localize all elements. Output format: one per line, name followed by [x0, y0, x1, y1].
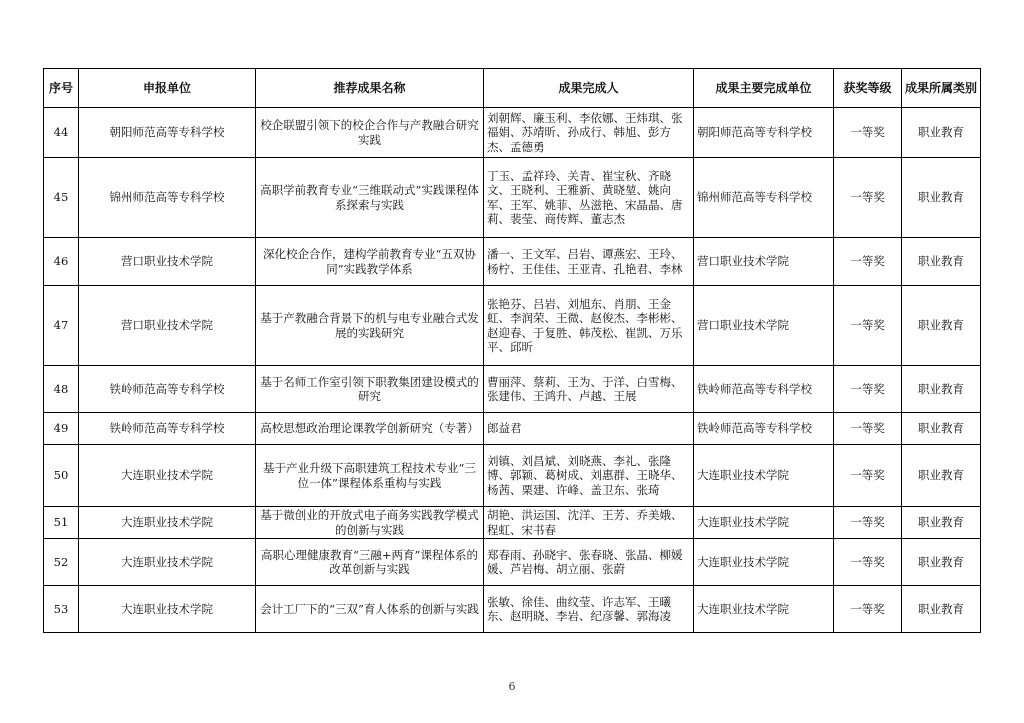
cell-main-unit: 大连职业技术学院 — [694, 445, 834, 507]
cell-main-unit: 大连职业技术学院 — [694, 539, 834, 586]
cell-unit: 营口职业技术学院 — [79, 286, 256, 366]
cell-title: 基于产业升级下高职建筑工程技术专业“三位一体”课程体系重构与实践 — [256, 445, 484, 507]
cell-unit: 大连职业技术学院 — [79, 539, 256, 586]
cell-level: 一等奖 — [834, 238, 902, 286]
cell-category: 职业教育 — [902, 108, 981, 158]
cell-category: 职业教育 — [902, 286, 981, 366]
table-row — [44, 445, 981, 507]
cell-level: 一等奖 — [834, 108, 902, 158]
header-row — [44, 69, 981, 108]
table-row — [44, 507, 981, 539]
cell-level: 一等奖 — [834, 539, 902, 586]
table-row — [44, 158, 981, 238]
cell-category: 职业教育 — [902, 445, 981, 507]
table-row — [44, 108, 981, 158]
cell-people: 张敏、徐佳、曲纹莹、许志军、王曦东、赵明晓、李岩、纪彦馨、郭海凌 — [484, 586, 694, 633]
cell-level: 一等奖 — [834, 286, 902, 366]
cell-people: 曹丽萍、蔡莉、王为、于洋、白雪梅、张建伟、王鸿升、卢越、王展 — [484, 366, 694, 413]
awards-table — [43, 68, 981, 633]
table-row — [44, 586, 981, 633]
cell-level: 一等奖 — [834, 507, 902, 539]
cell-level: 一等奖 — [834, 158, 902, 238]
header-unit: 申报单位 — [79, 69, 256, 108]
cell-level: 一等奖 — [834, 445, 902, 507]
table-row — [44, 413, 981, 445]
cell-main-unit: 大连职业技术学院 — [694, 586, 834, 633]
cell-people: 丁玉、孟祥玲、关青、崔宝秋、齐晓文、王晓利、王雅新、黄晓堃、姚向军、王军、姚菲、丛滋艳、宋晶晶、唐莉、裴莹、商传辉、董志杰 — [484, 158, 694, 238]
cell-number: 45 — [44, 158, 79, 238]
cell-number: 53 — [44, 586, 79, 633]
cell-unit: 大连职业技术学院 — [79, 507, 256, 539]
page-number: 6 — [508, 680, 516, 693]
cell-main-unit: 营口职业技术学院 — [694, 286, 834, 366]
cell-category: 职业教育 — [902, 507, 981, 539]
cell-number: 44 — [44, 108, 79, 158]
cell-unit: 大连职业技术学院 — [79, 445, 256, 507]
header-title: 推荐成果名称 — [256, 69, 484, 108]
cell-people: 胡艳、洪运国、沈洋、王芳、乔美娥、程虹、宋书春 — [484, 507, 694, 539]
header-main-unit: 成果主要完成单位 — [694, 69, 834, 108]
cell-main-unit: 营口职业技术学院 — [694, 238, 834, 286]
cell-number: 50 — [44, 445, 79, 507]
cell-number: 49 — [44, 413, 79, 445]
cell-title: 会计工厂下的“三双”育人体系的创新与实践 — [256, 586, 484, 633]
cell-main-unit: 朝阳师范高等专科学校 — [694, 108, 834, 158]
cell-number: 47 — [44, 286, 79, 366]
cell-people: 刘镇、刘昌斌、刘晓燕、李礼、张隆博、郭颖、葛树成、刘惠群、王晓华、杨茜、栗建、许峰、盖卫东、张琦 — [484, 445, 694, 507]
table-row — [44, 366, 981, 413]
cell-people: 郑春雨、孙晓宇、张春晓、张晶、柳媛媛、芦岩梅、胡立丽、张蔚 — [484, 539, 694, 586]
cell-title: 高职心理健康教育“三融+两育”课程体系的改革创新与实践 — [256, 539, 484, 586]
cell-category: 职业教育 — [902, 366, 981, 413]
header-category: 成果所属类别 — [902, 69, 981, 108]
cell-people: 刘朝辉、廉玉利、李依娜、王炜琪、张福娟、苏靖昕、孙成行、韩旭、彭方杰、孟德勇 — [484, 108, 694, 158]
cell-title: 深化校企合作，建构学前教育专业“五双协同”实践教学体系 — [256, 238, 484, 286]
cell-people: 郎益君 — [484, 413, 694, 445]
cell-unit: 锦州师范高等专科学校 — [79, 158, 256, 238]
table-row — [44, 238, 981, 286]
cell-category: 职业教育 — [902, 158, 981, 238]
cell-unit: 铁岭师范高等专科学校 — [79, 366, 256, 413]
cell-main-unit: 锦州师范高等专科学校 — [694, 158, 834, 238]
cell-people: 张艳芬、吕岩、刘旭东、肖朋、王金虹、李润荣、王微、赵俊杰、李彬彬、赵迎春、于复胜、韩茂松、崔凯、万乐平、邱昕 — [484, 286, 694, 366]
cell-title: 高职学前教育专业“三维联动式”实践课程体系探索与实践 — [256, 158, 484, 238]
table-row — [44, 286, 981, 366]
header-level: 获奖等级 — [834, 69, 902, 108]
cell-main-unit: 大连职业技术学院 — [694, 507, 834, 539]
cell-level: 一等奖 — [834, 586, 902, 633]
cell-people: 潘一、王文军、吕岩、谭燕宏、王玲、杨柠、王佳佳、王亚青、孔艳君、李林 — [484, 238, 694, 286]
cell-category: 职业教育 — [902, 539, 981, 586]
cell-level: 一等奖 — [834, 366, 902, 413]
cell-level: 一等奖 — [834, 413, 902, 445]
cell-title: 高校思想政治理论课教学创新研究（专著） — [256, 413, 484, 445]
cell-category: 职业教育 — [902, 238, 981, 286]
cell-main-unit: 铁岭师范高等专科学校 — [694, 413, 834, 445]
cell-title: 基于产教融合背景下的机与电专业融合式发展的实践研究 — [256, 286, 484, 366]
cell-number: 46 — [44, 238, 79, 286]
cell-category: 职业教育 — [902, 586, 981, 633]
table-row — [44, 539, 981, 586]
cell-main-unit: 铁岭师范高等专科学校 — [694, 366, 834, 413]
cell-number: 51 — [44, 507, 79, 539]
cell-unit: 朝阳师范高等专科学校 — [79, 108, 256, 158]
cell-number: 48 — [44, 366, 79, 413]
cell-number: 52 — [44, 539, 79, 586]
cell-unit: 营口职业技术学院 — [79, 238, 256, 286]
header-number: 序号 — [44, 69, 79, 108]
cell-unit: 大连职业技术学院 — [79, 586, 256, 633]
cell-title: 校企联盟引领下的校企合作与产教融合研究实践 — [256, 108, 484, 158]
cell-unit: 铁岭师范高等专科学校 — [79, 413, 256, 445]
cell-category: 职业教育 — [902, 413, 981, 445]
header-people: 成果完成人 — [484, 69, 694, 108]
cell-title: 基于名师工作室引领下职教集团建设模式的研究 — [256, 366, 484, 413]
cell-title: 基于微创业的开放式电子商务实践教学模式的创新与实践 — [256, 507, 484, 539]
